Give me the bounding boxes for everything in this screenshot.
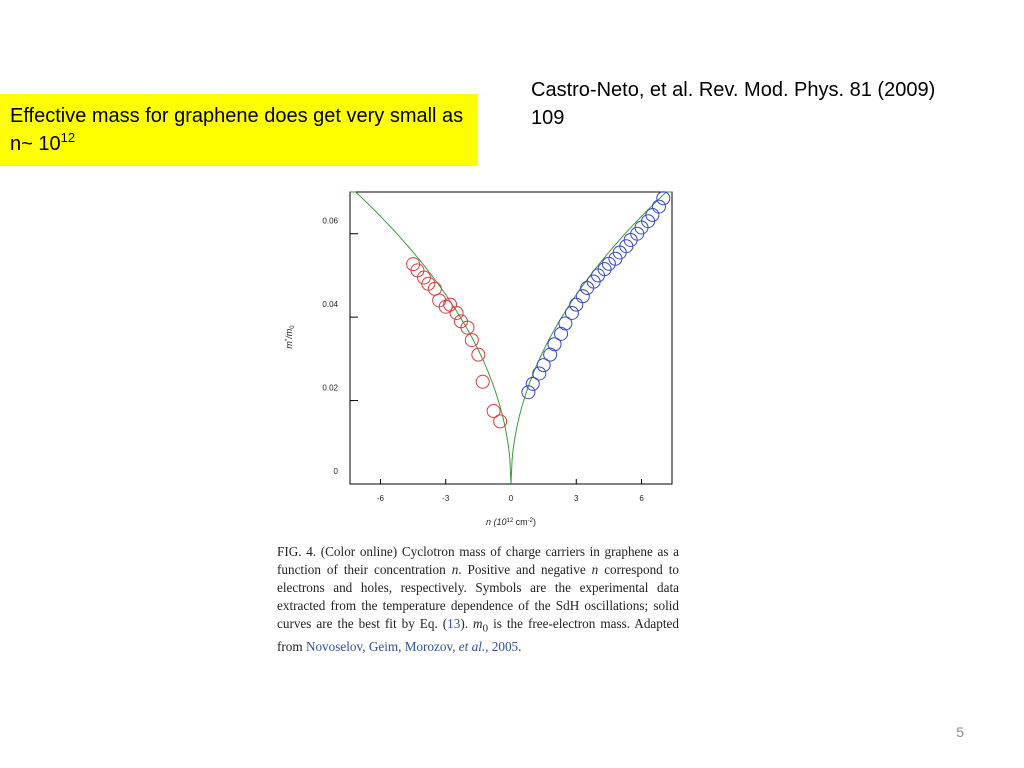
caption-ref-link[interactable]	[306, 639, 518, 654]
holes-point	[444, 298, 457, 311]
x-tick-label: -6	[376, 494, 385, 503]
caption-text-1: (Color online) Cyclotron mass of charge carriers in graphene as a function of their concentration	[277, 544, 679, 577]
electrons-point	[565, 306, 578, 319]
holes-point	[450, 306, 463, 319]
x-tick-label: 0	[508, 494, 514, 503]
caption-end: .	[518, 638, 522, 654]
x-tick-label: 6	[639, 494, 644, 503]
caption-text-2: . Positive and negative	[458, 562, 592, 577]
electrons-point	[652, 200, 665, 213]
figure-caption	[277, 543, 679, 656]
electrons-point	[555, 327, 568, 340]
highlight-text: Effective mass for graphene does get very small as n~ 10	[10, 105, 464, 155]
caption-ref-authors: Novoselov, Geim, Morozov,	[305, 638, 459, 654]
y-tick-label: 0	[333, 467, 338, 476]
caption-text-4: ).	[460, 616, 474, 631]
y-tick-label: 0.06	[322, 216, 338, 226]
data-points	[407, 192, 670, 428]
caption-ref-etal: et al.	[458, 638, 486, 654]
caption-text-5: is the free-electron mass. Adapted from	[277, 616, 679, 654]
y-tick-label: 0.04	[322, 300, 338, 310]
x-tick-label: 3	[574, 494, 579, 503]
electrons-point	[544, 348, 557, 361]
cyclotron-mass-chart	[278, 182, 698, 527]
figure	[278, 182, 698, 527]
fit-curve	[350, 192, 672, 484]
caption-text-3: correspond to electrons and holes, respectively. Symbols are the experimental data extracted from the temperature dependence of the SdH oscillations; solid curves are the best fit by Eq. (	[277, 562, 679, 631]
holes-point	[494, 415, 507, 428]
caption-fig-label: FIG. 4.	[277, 544, 317, 559]
caption-ref-year: , 2005	[485, 638, 519, 654]
caption-m0: m	[473, 616, 483, 631]
caption-n-2: n	[591, 562, 599, 577]
citation: Castro-Neto, et al. Rev. Mod. Phys. 81 (2009) 109	[531, 79, 936, 129]
electrons-point	[570, 298, 583, 311]
holes-point	[476, 375, 489, 388]
x-tick-label: -3	[442, 494, 450, 503]
caption-m0-sub: 0	[482, 622, 489, 635]
electrons-point	[657, 192, 670, 205]
y-axis-label: $m^*/m_0$	[284, 325, 296, 349]
caption-eq-link[interactable]: 13	[447, 616, 461, 631]
holes-point	[465, 334, 478, 347]
x-axis-label: n ($10^{12}$ $cm^{-2}$)	[485, 517, 537, 527]
electrons-point	[533, 367, 546, 380]
y-tick-label: 0.02	[322, 383, 338, 393]
slide-number: 5	[956, 724, 964, 740]
highlight-exponent: 12	[60, 130, 76, 146]
electrons-point	[576, 290, 589, 303]
highlight-box	[0, 94, 478, 166]
caption-n-1: n	[451, 562, 459, 577]
